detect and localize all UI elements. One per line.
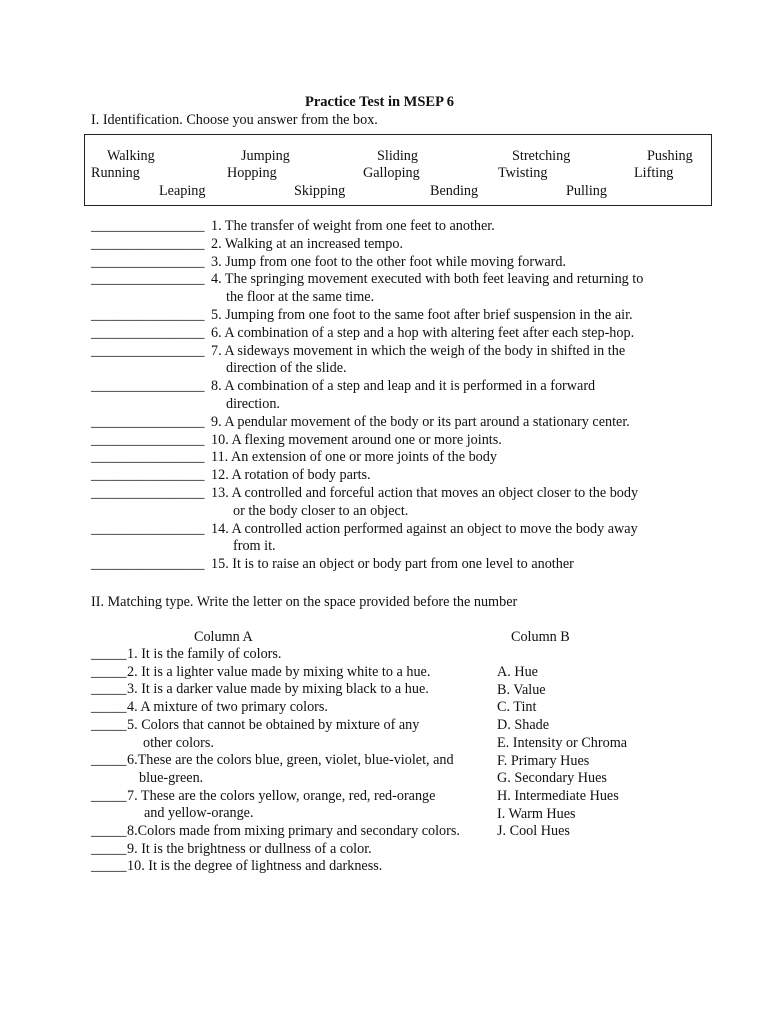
word-pushing: Pushing	[647, 148, 693, 164]
word-skipping: Skipping	[294, 183, 346, 199]
match-blank[interactable]: _____	[91, 699, 127, 716]
answer-blank[interactable]: ________________	[91, 449, 205, 466]
match-blank[interactable]: _____	[91, 752, 127, 769]
answer-blank[interactable]: ________________	[91, 324, 205, 341]
column-b-option: D. Shade	[497, 717, 550, 734]
matching-item-text: blue-green.	[139, 769, 204, 786]
match-blank[interactable]: _____	[91, 646, 127, 662]
column-b-option: G. Secondary Hues	[497, 770, 607, 787]
matching-item-text: other colors.	[143, 734, 214, 751]
answer-blank[interactable]: ________________	[91, 413, 205, 430]
identification-item-text: 3. Jump from one foot to the other foot while moving forward.	[211, 253, 567, 270]
identification-item-text: 8. A combination of a step and leap and it is performed in a forward	[211, 378, 596, 395]
column-b-option: F. Primary Hues	[497, 752, 590, 769]
word-running: Running	[91, 165, 140, 181]
identification-item-text: the floor at the same time.	[226, 289, 375, 306]
matching-item-text: 10. It is the degree of lightness and darkness.	[127, 858, 383, 875]
identification-item-text: 4. The springing movement executed with both feet leaving and returning to	[211, 271, 644, 288]
column-a-header: Column A	[194, 629, 253, 645]
answer-blank[interactable]: ________________	[91, 253, 205, 270]
word-pulling: Pulling	[566, 183, 607, 199]
identification-item-text: 1. The transfer of weight from one feet to another.	[211, 218, 495, 234]
matching-item-text: 4. A mixture of two primary colors.	[127, 699, 328, 716]
answer-blank[interactable]: ________________	[91, 467, 205, 484]
identification-item-text: from it.	[233, 538, 276, 555]
identification-item-text: direction of the slide.	[226, 360, 347, 377]
matching-item-text: 3. It is a darker value made by mixing black to a hue.	[127, 681, 429, 698]
column-b-option: E. Intensity or Chroma	[497, 734, 628, 751]
column-b-option: J. Cool Hues	[497, 823, 570, 840]
answer-blank[interactable]: ________________	[91, 378, 205, 395]
identification-item-text: direction.	[226, 396, 280, 412]
answer-blank[interactable]: ________________	[91, 218, 205, 234]
identification-item-text: 2. Walking at an increased tempo.	[211, 235, 404, 252]
matching-item-text: 9. It is the brightness or dullness of a color.	[127, 840, 372, 857]
word-galloping: Galloping	[363, 165, 420, 181]
word-sliding: Sliding	[377, 148, 418, 164]
matching-item-text: 7. These are the colors yellow, orange, red, red-orange	[127, 787, 436, 804]
answer-blank[interactable]: ________________	[91, 235, 205, 252]
matching-item-text: 6.These are the colors blue, green, violet, blue-violet, and	[127, 752, 454, 769]
matching-item-text: 1. It is the family of colors.	[127, 646, 282, 662]
match-blank[interactable]: _____	[91, 681, 127, 698]
answer-blank[interactable]: ________________	[91, 307, 205, 323]
identification-item-text: 10. A flexing movement around one or more joints.	[211, 431, 502, 448]
matching-item-text: 2. It is a lighter value made by mixing white to a hue.	[127, 663, 431, 680]
identification-item-text: 5. Jumping from one foot to the same foot after brief suspension in the air.	[211, 307, 633, 323]
match-blank[interactable]: _____	[91, 823, 127, 839]
match-blank[interactable]: _____	[91, 840, 127, 857]
word-twisting: Twisting	[498, 165, 548, 181]
answer-blank[interactable]: ________________	[91, 556, 205, 573]
matching-item-text: 8.Colors made from mixing primary and secondary colors.	[127, 823, 460, 839]
word-lifting: Lifting	[634, 165, 674, 181]
identification-item-text: 11. An extension of one or more joints of the body	[211, 449, 497, 466]
answer-blank[interactable]: ________________	[91, 485, 205, 501]
word-bending: Bending	[430, 183, 479, 199]
match-blank[interactable]: _____	[91, 716, 127, 733]
identification-item-text: 15. It is to raise an object or body part from one level to another	[211, 556, 574, 573]
matching-item-text: 5. Colors that cannot be obtained by mixture of any	[127, 716, 420, 733]
column-b-option: I. Warm Hues	[497, 805, 576, 822]
section2-instruction: II. Matching type. Write the letter on the space provided before the number	[91, 594, 518, 610]
match-blank[interactable]: _____	[91, 663, 127, 680]
word-jumping: Jumping	[241, 148, 290, 164]
column-b-header: Column B	[511, 629, 570, 645]
identification-item-text: 13. A controlled and forceful action that moves an object closer to the body	[211, 485, 639, 501]
identification-item-text: or the body closer to an object.	[233, 502, 409, 519]
column-b-option: H. Intermediate Hues	[497, 787, 619, 804]
answer-blank[interactable]: ________________	[91, 431, 205, 448]
identification-item-text: 6. A combination of a step and a hop with altering feet after each step-hop.	[211, 324, 635, 341]
matching-item-text: and yellow-orange.	[144, 805, 254, 822]
word-walking: Walking	[107, 148, 155, 164]
match-blank[interactable]: _____	[91, 787, 127, 804]
match-blank[interactable]: _____	[91, 858, 127, 875]
answer-blank[interactable]: ________________	[91, 520, 205, 537]
column-b-option: B. Value	[497, 681, 546, 698]
word-hopping: Hopping	[227, 165, 277, 181]
column-b-option: C. Tint	[497, 699, 537, 716]
identification-item-text: 7. A sideways movement in which the weigh of the body in shifted in the	[211, 342, 626, 359]
word-leaping: Leaping	[159, 183, 206, 199]
section1-instruction: I. Identification. Choose you answer from the box.	[91, 112, 378, 128]
identification-item-text: 12. A rotation of body parts.	[211, 467, 371, 484]
page-title: Practice Test in MSEP 6	[305, 94, 455, 110]
identification-item-text: 9. A pendular movement of the body or its part around a stationary center.	[211, 413, 630, 430]
word-stretching: Stretching	[512, 148, 571, 164]
answer-blank[interactable]: ________________	[91, 271, 205, 288]
column-b-option: A. Hue	[497, 664, 538, 680]
identification-item-text: 14. A controlled action performed against an object to move the body away	[211, 520, 638, 537]
answer-blank[interactable]: ________________	[91, 342, 205, 359]
